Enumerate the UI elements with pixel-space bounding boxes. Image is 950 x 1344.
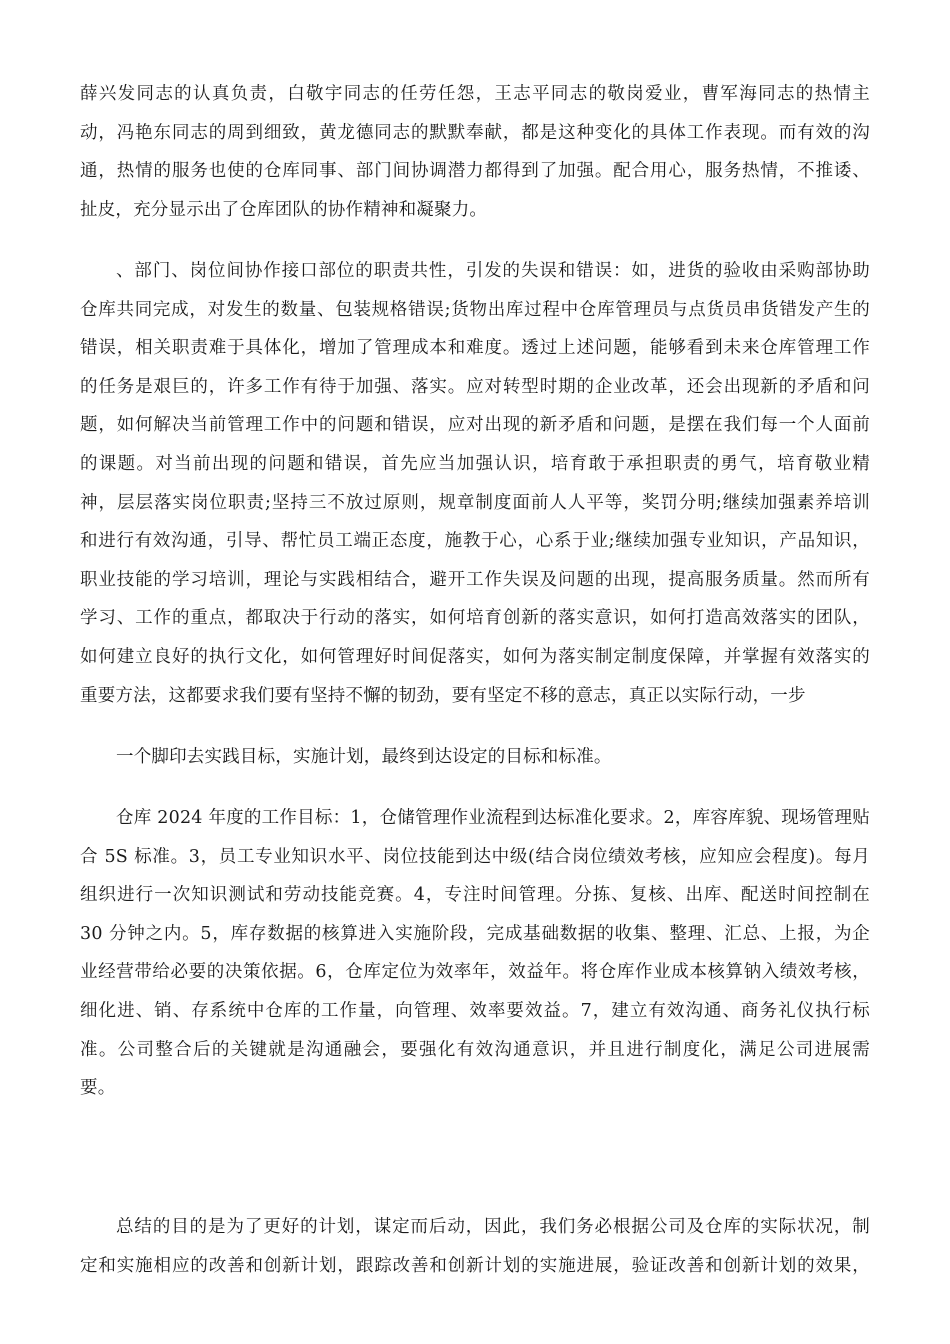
text-line: 的课题。对当前出现的问题和错误，首先应当加强认识，培育敢于承担职责的勇气，培育敬业精: [80, 453, 870, 474]
text-line: 仓库 2024 年度的工作目标：1，仓储管理作业流程到达标准化要求。2，库容库貌、现场管理贴: [116, 808, 870, 828]
text-line: 错误，相关职责难于具体化，增加了管理成本和难度。透过上述问题，能够看到未来仓库管理工作: [80, 338, 870, 359]
paragraph-step-by-step: [80, 738, 870, 777]
text-line: 细化进、销、存系统中仓库的工作量，向管理、效率要效益。7，建立有效沟通、商务礼仪执行标: [80, 1000, 870, 1021]
text-line: 一个脚印去实践目标，实施计划，最终到达设定的目标和标准。: [116, 747, 612, 767]
text-line: 学习、工作的重点，都取决于行动的落实，如何培育创新的落实意识，如何打造高效落实的团队，: [80, 608, 870, 629]
text-line: 要。: [80, 1078, 116, 1099]
paragraph-annual-goals: [80, 799, 870, 1108]
text-line: 业经营带给必要的决策依据。6，仓库定位为效率年，效益年。将仓库作业成本核算钠入绩效考核，: [80, 962, 870, 983]
text-line: 动，冯艳东同志的周到细致，黄龙德同志的默默奉献，都是这种变化的具体工作表现。而有效的沟: [80, 122, 870, 143]
text-line: 题，如何解决当前管理工作中的问题和错误，应对出现的新矛盾和问题，是摆在我们每一个人面前: [80, 415, 870, 436]
text-line: 如何建立良好的执行文化，如何管理好时间促落实，如何为落实制定制度保障，并掌握有效落实的: [80, 646, 870, 667]
text-line: 神，层层落实岗位职责;坚持三不放过原则，规章制度面前人人平等，奖罚分明;继续加强素养培训: [80, 492, 870, 513]
text-line: 职业技能的学习培训，理论与实践相结合，避开工作失误及问题的出现，提高服务质量。然而所有: [80, 569, 870, 590]
text-line: 合 5S 标准。3，员工专业知识水平、岗位技能到达中级(结合岗位绩效考核，应知应会程度)。每月: [80, 846, 870, 867]
paragraph-summary-purpose: [80, 1208, 870, 1285]
paragraph-staff-commendation: [80, 75, 870, 229]
text-line: 薛兴发同志的认真负责，白敬宇同志的任劳任怨，王志平同志的敬岗爱业，曹军海同志的热情主: [80, 84, 870, 104]
text-line: 和进行有效沟通，引导、帮忙员工端正态度，施教于心，心系于业;继续加强专业知识，产品知识，: [80, 531, 870, 552]
text-line: 定和实施相应的改善和创新计划，跟踪改善和创新计划的实施进展，验证改善和创新计划的效果，: [80, 1255, 870, 1276]
text-line: 、部门、岗位间协作接口部位的职责共性，引发的失误和错误：如，进货的验收由采购部协助: [116, 261, 870, 281]
text-line: 准。公司整合后的关键就是沟通融会，要强化有效沟通意识，并且进行制度化，满足公司进展需: [80, 1039, 870, 1060]
text-line: 30 分钟之内。5，库存数据的核算进入实施阶段，完成基础数据的收集、整理、汇总、上报，为企: [80, 923, 870, 944]
text-line: 通，热情的服务也使的仓库同事、部门间协调潜力都得到了加强。配合用心，服务热情，不推诿、: [80, 161, 870, 182]
text-line: 总结的目的是为了更好的计划，谋定而后动，因此，我们务必根据公司及仓库的实际状况，制: [116, 1217, 870, 1237]
text-line: 扯皮，充分显示出了仓库团队的协作精神和凝聚力。: [80, 199, 488, 220]
text-line: 组织进行一次知识测试和劳动技能竞赛。4，专注时间管理。分拣、复核、出库、配送时间控制在: [80, 885, 870, 906]
paragraph-responsibility-issues: [80, 252, 870, 715]
text-line: 重要方法，这都要求我们要有坚持不懈的韧劲，要有坚定不移的意志，真正以实际行动，一步: [80, 685, 806, 706]
text-line: 的任务是艰巨的，许多工作有待于加强、落实。应对转型时期的企业改革，还会出现新的矛盾和问: [80, 376, 870, 397]
text-line: 仓库共同完成，对发生的数量、包装规格错误;货物出库过程中仓库管理员与点货员串货错发产生的: [80, 299, 870, 320]
